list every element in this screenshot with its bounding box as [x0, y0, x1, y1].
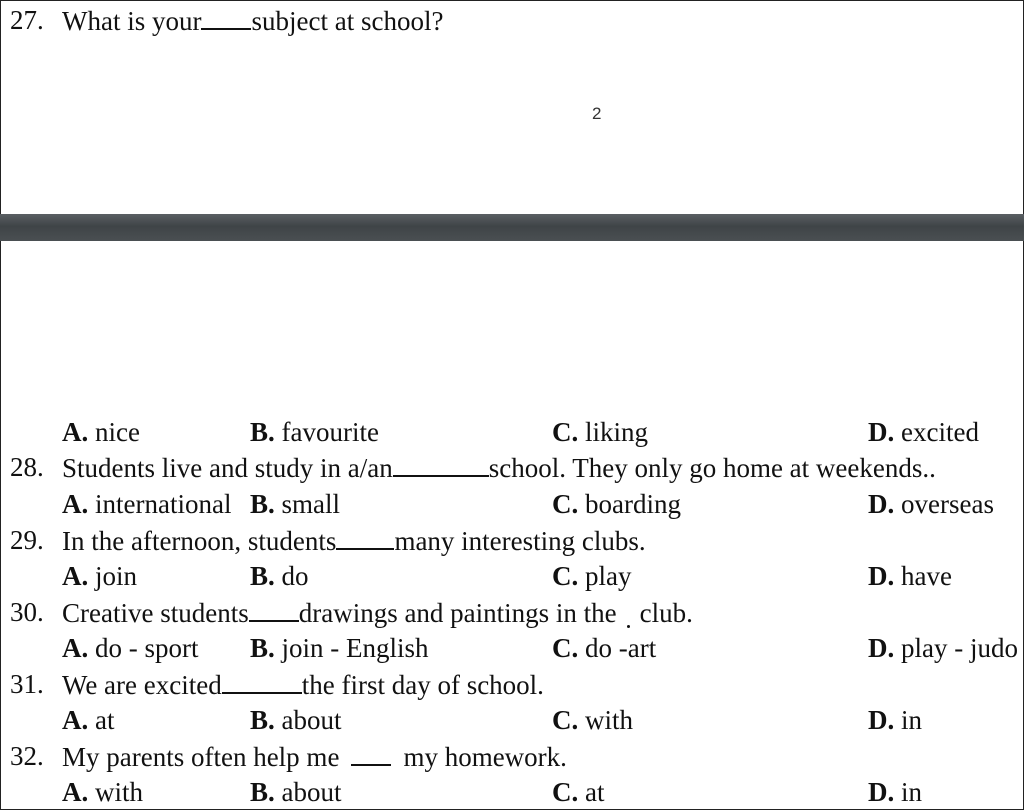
option-d: D. overseas	[868, 489, 994, 519]
option-d: D. in	[868, 705, 923, 735]
page-number: 2	[592, 104, 602, 123]
option-b: B. about	[250, 777, 342, 807]
option-a: A. nice	[62, 417, 140, 447]
stem-text: many interesting clubs.	[394, 526, 646, 556]
question-stem	[62, 451, 936, 484]
answer-blank	[351, 740, 391, 766]
question-stem	[62, 524, 646, 557]
answer-blank	[201, 4, 251, 30]
answer-blank	[336, 524, 394, 550]
option-c: C. at	[552, 777, 605, 807]
answer-blank	[393, 451, 489, 477]
question-stem	[62, 4, 443, 37]
option-a: A. do - sport	[62, 633, 199, 663]
option-b: B. join - English	[250, 633, 429, 663]
option-b: B. small	[250, 489, 341, 519]
option-d: D. in	[868, 777, 923, 807]
option-a: A. international	[62, 489, 232, 519]
stem-text: drawings and paintings in the	[298, 598, 617, 628]
stem-text: Creative students	[62, 598, 249, 628]
option-d: D. play - judo	[868, 633, 1018, 663]
dot-mark	[627, 625, 630, 628]
question-stem	[62, 596, 693, 629]
option-c: C. with	[552, 705, 634, 735]
option-b: B. about	[250, 705, 342, 735]
option-c: C. do -art	[552, 633, 657, 663]
stem-text: my homework.	[403, 742, 567, 772]
question-number: 31.	[10, 669, 44, 699]
stem-text: the first day of school.	[301, 670, 544, 700]
question-number: 27.	[10, 5, 44, 35]
question-stem	[62, 740, 567, 773]
option-b: B. do	[250, 561, 309, 591]
question-stem	[62, 668, 544, 701]
stem-text: In the afternoon, students	[62, 526, 337, 556]
stem-text: What is your	[62, 6, 202, 36]
stem-text: Students live and study in a/an	[62, 453, 393, 483]
question-number: 30.	[10, 597, 44, 627]
page-divider	[0, 214, 1024, 241]
stem-text: subject at school?	[251, 6, 444, 36]
answer-blank	[222, 668, 302, 694]
answer-blank	[249, 596, 299, 622]
option-a: A. join	[62, 561, 138, 591]
option-b: B. favourite	[250, 417, 379, 447]
option-a: A. with	[62, 777, 144, 807]
option-c: C. play	[552, 561, 632, 591]
option-c: C. boarding	[552, 489, 681, 519]
option-d: D. have	[868, 561, 952, 591]
question-number: 32.	[10, 741, 44, 771]
option-a: A. at	[62, 705, 115, 735]
stem-text: school. They only go home at weekends..	[488, 453, 936, 483]
stem-text: club.	[639, 598, 693, 628]
stem-text: My parents often help me	[62, 742, 340, 772]
option-d: D. excited	[868, 417, 979, 447]
option-c: C. liking	[552, 417, 649, 447]
question-number: 28.	[10, 452, 44, 482]
question-number: 29.	[10, 525, 44, 555]
stem-text: We are excited	[62, 670, 222, 700]
